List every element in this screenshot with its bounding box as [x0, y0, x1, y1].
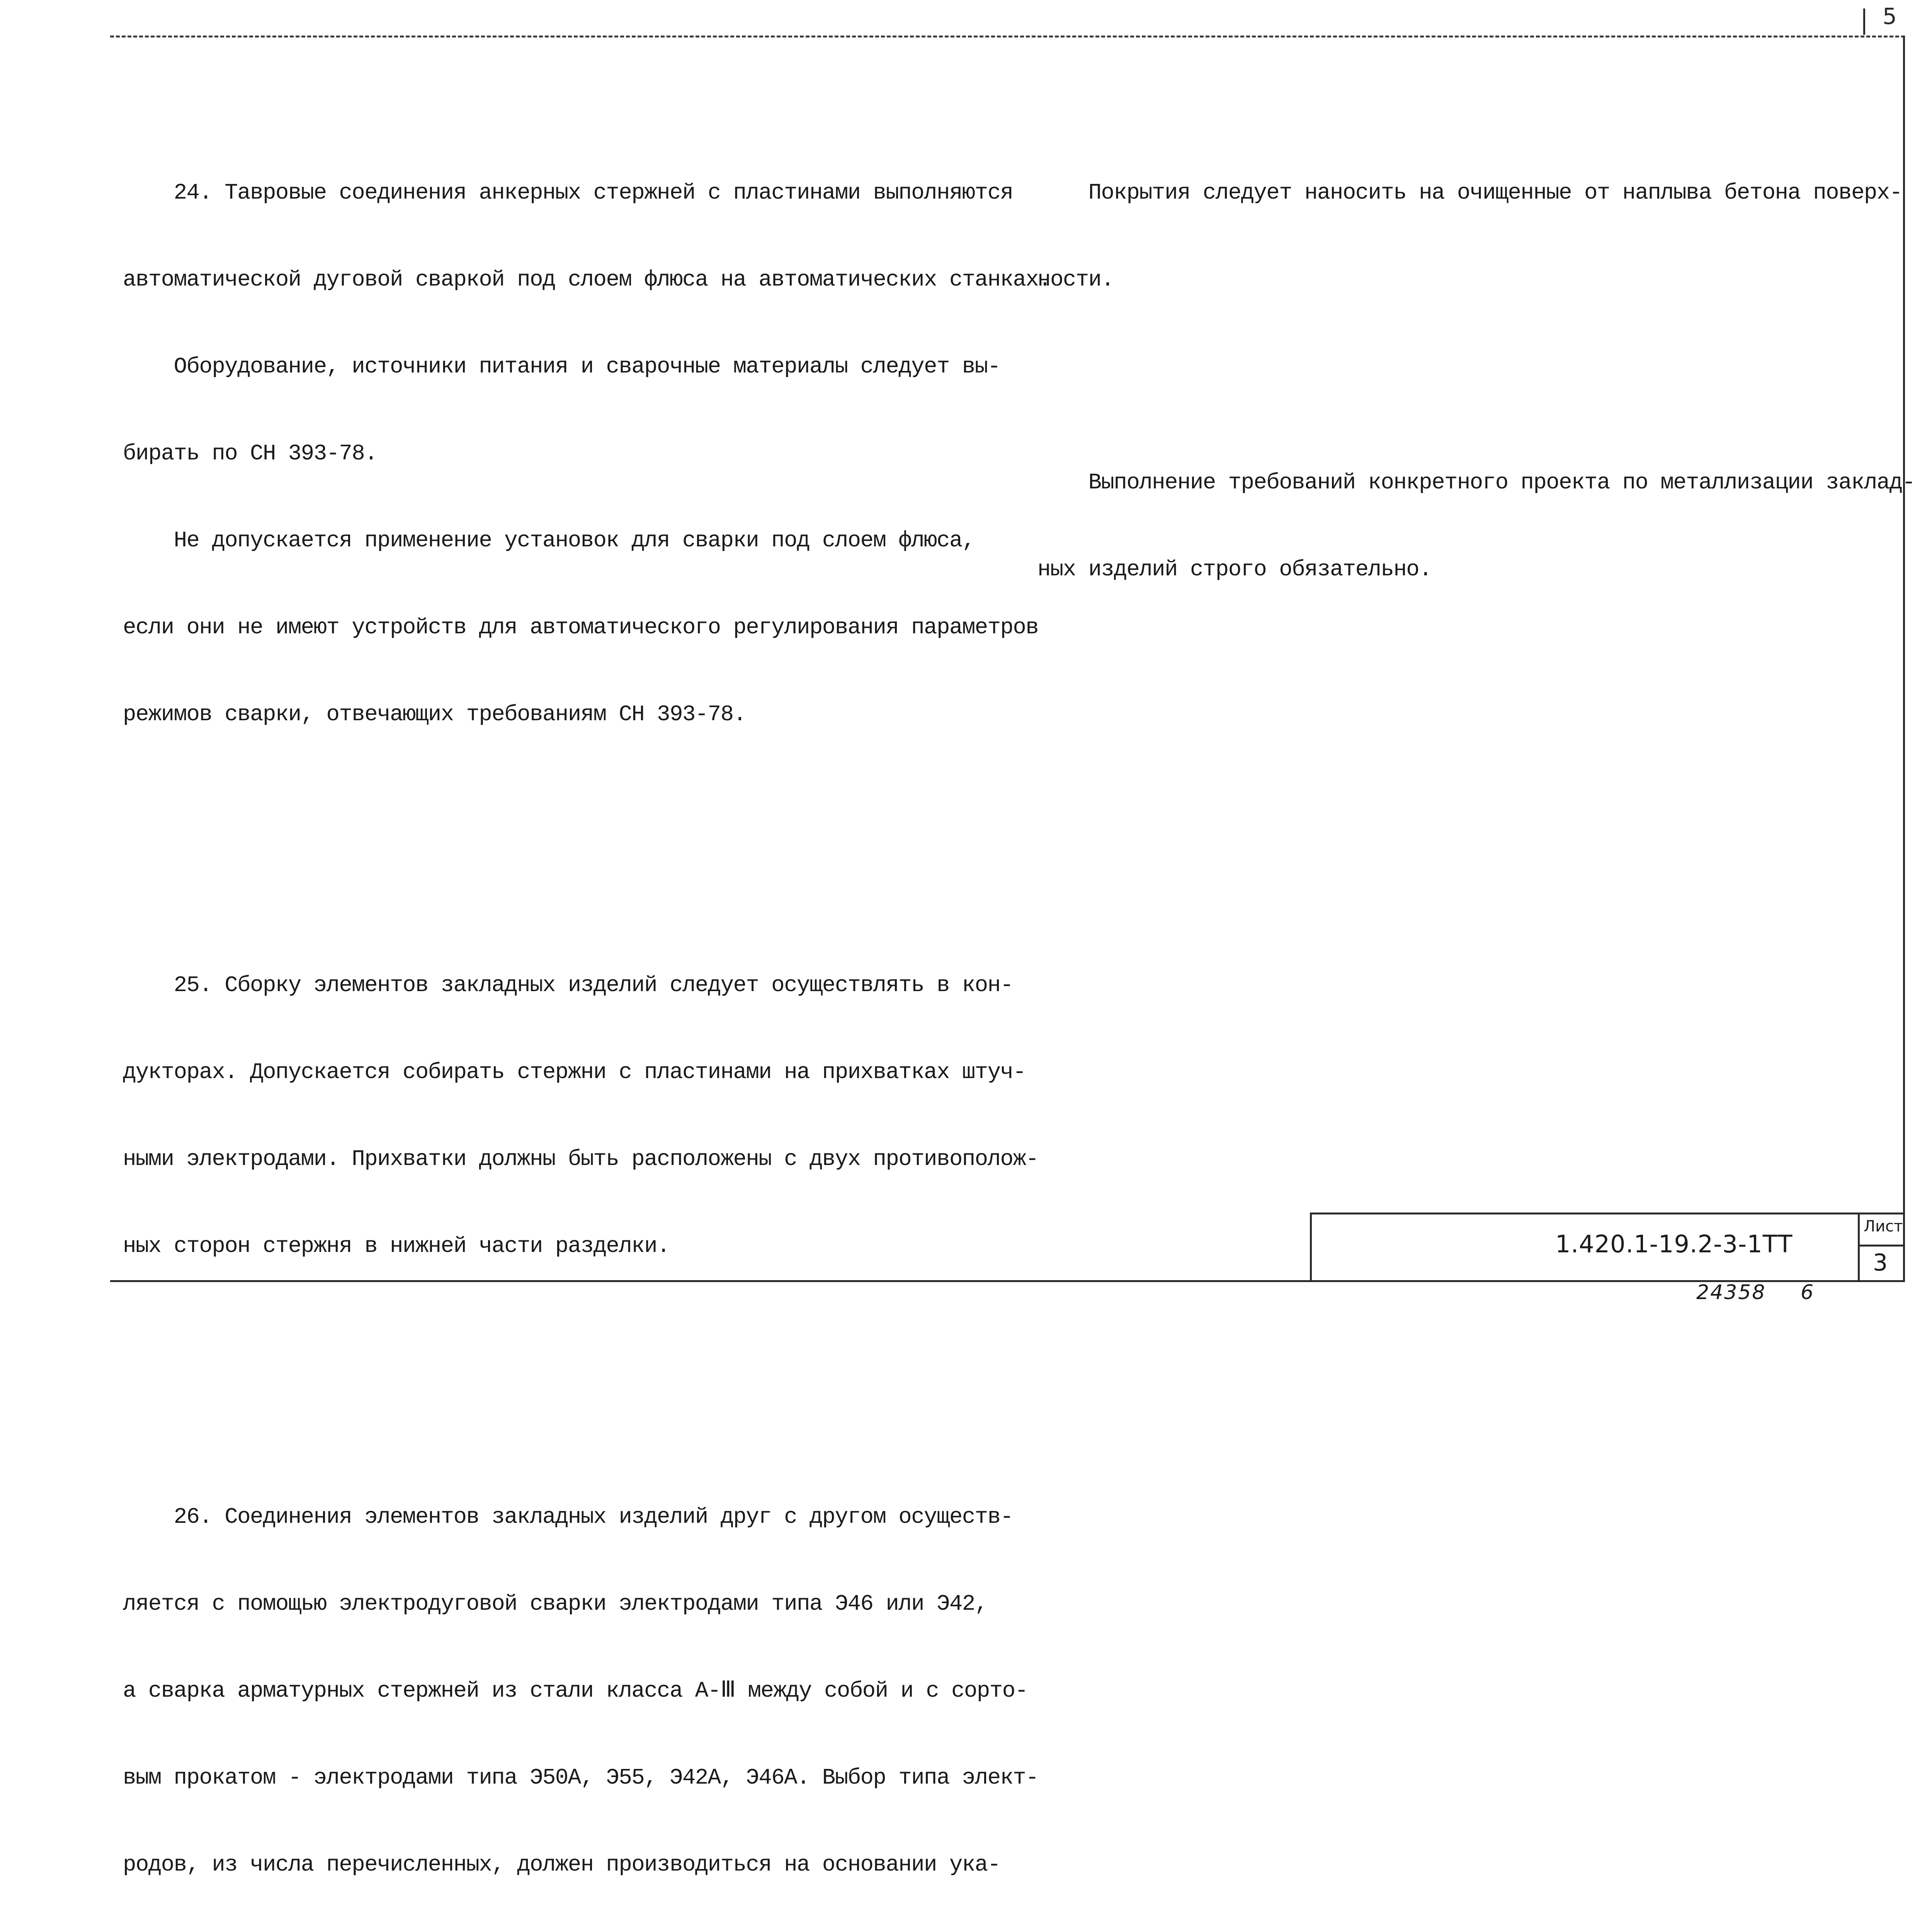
paragraph-26	[123, 1445, 1051, 1932]
text-line: ности.	[1037, 267, 1114, 293]
paragraph-25	[123, 913, 1051, 1319]
text-line: Не допускается применение установок для сварки под слоем флюса,	[123, 528, 975, 553]
text-line: ляется с помощью электродуговой сварки электродами типа Э46 или Э42,	[123, 1592, 988, 1617]
text-line: ными электродами. Прихватки должны быть расположены с двух противополож-	[123, 1147, 1039, 1172]
text-line: Покрытия следует наносить на очищенные от наплыва бетона поверх-	[1037, 180, 1902, 206]
paragraph-metallization	[1037, 410, 1915, 642]
text-line: Выполнение требований конкретного проекта по металлизации заклад-	[1037, 470, 1915, 495]
corner-page-number: 5	[1883, 3, 1897, 29]
corner-tick-line	[1863, 9, 1865, 35]
text-line: а сварка арматурных стержней из стали класса А-Ⅲ между собой и с сорто-	[123, 1679, 1028, 1704]
archive-number: 24358	[1696, 1281, 1766, 1304]
sheet-cell-divider	[1858, 1245, 1904, 1247]
text-line: 26. Соединения элементов закладных изделий друг с другом осуществ-	[123, 1505, 1013, 1530]
text-line: 24. Тавровые соединения анкерных стержней с пластинами выполняются	[123, 180, 1013, 206]
frame-top-line	[110, 36, 1905, 37]
text-line: режимов сварки, отвечающих требованиям СН 393-78.	[123, 702, 746, 727]
left-text-column	[123, 63, 1051, 1932]
text-line: автоматической дуговой сваркой под слоем флюса на автоматических станках.	[123, 267, 1051, 293]
paragraph-24	[123, 121, 1051, 787]
archive-suffix: 6	[1801, 1281, 1814, 1304]
paragraph-gap	[123, 1377, 1051, 1387]
text-line: Оборудование, источники питания и сварочные материалы следует вы-	[123, 354, 1000, 379]
right-text-column	[1037, 63, 1915, 700]
text-line: ных изделий строго обязательно.	[1037, 557, 1432, 582]
text-line: родов, из числа перечисленных, должен производиться на основании ука-	[123, 1852, 1000, 1878]
paragraph-gap	[123, 845, 1051, 855]
title-block-divider	[1858, 1214, 1860, 1280]
document-designation: 1.420.1-19.2-3-1ТТ	[1555, 1230, 1793, 1258]
text-line: если они не имеют устройств для автоматического регулирования параметров	[123, 615, 1039, 640]
title-block	[1310, 1213, 1904, 1280]
text-line: ных сторон стержня в нижней части разделки.	[123, 1234, 670, 1259]
text-line: вым прокатом - электродами типа Э50А, Э55, Э42А, Э46А. Выбор типа элект-	[123, 1765, 1039, 1791]
paragraph-coating	[1037, 121, 1915, 352]
text-line: бирать по СН 393-78.	[123, 441, 378, 466]
sheet-label: Лист	[1864, 1218, 1903, 1235]
text-line: 25. Сборку элементов закладных изделий следует осуществлять в кон-	[123, 973, 1013, 998]
text-line: дукторах. Допускается собирать стержни с пластинами на прихватках штуч-	[123, 1060, 1026, 1085]
sheet-number: 3	[1873, 1249, 1888, 1276]
